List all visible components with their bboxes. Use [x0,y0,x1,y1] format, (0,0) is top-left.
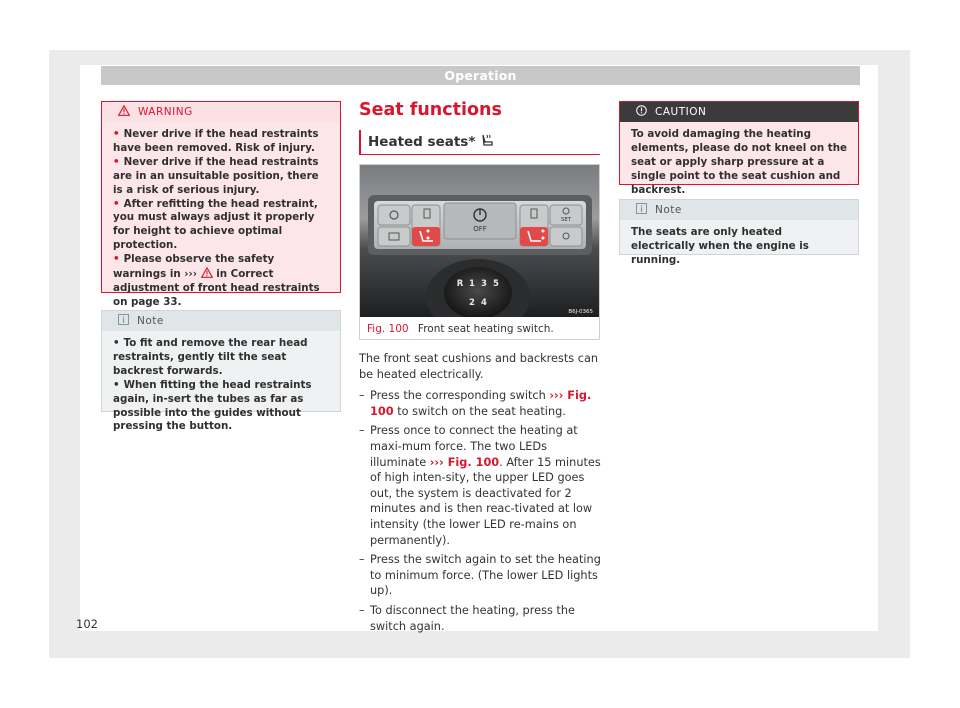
note-heading: Note [137,315,164,327]
step-text: Press once to connect the heating at maxi-mum force. The two LEDs illuminate [370,424,578,469]
caution-heading: CAUTION [655,106,707,118]
figure-label: Fig. 100 [367,323,409,335]
note-header [102,311,340,331]
subtitle-rule [359,154,600,155]
gear-label: 4 [481,298,487,308]
info-icon [636,203,647,217]
intro-paragraph: The front seat cushions and backrests can be heated electrically. [359,352,599,381]
figure-reference-link[interactable]: ››› Fig. 100 [429,455,500,469]
warning-triangle-icon [118,105,130,119]
list-item: • When fitting the head restraints again, in-sert the tubes as far as possible into the guides without pressing the button. [113,378,312,433]
figure-reference-link[interactable]: ››› Fig. 100 [370,389,592,418]
warning-item-text: Never drive if the head restraints are in an unsuitable position, there is a risk of serious injury. [113,155,319,196]
seat-heating-switch-figure [360,165,599,317]
warning-body [102,122,340,318]
list-item: • Please observe the safety warnings in ››› in Correct adjustment of front head restraints on page 33. [113,253,320,308]
set-label: SET [560,217,572,223]
step-text: Press the switch again to set the heating to minimum force. (The lower LED lights up). [370,553,601,598]
off-label: OFF [473,225,487,233]
note-heading: Note [655,204,682,216]
note-header [620,200,858,220]
warning-box [101,101,341,308]
list-item: • After refitting the head restraint, you must always adjust it properly for height to achieve optimal protection. [113,197,318,252]
note-item-text: When fitting the head restraints again, in-sert the tubes as far as possible into the guides without pressing the button. [113,378,312,433]
info-icon [118,314,129,328]
gear-label: R [456,279,464,289]
caution-header [620,102,858,122]
note-item-text: To fit and remove the rear head restraints, gently tilt the seat backrest forwards. [113,337,308,377]
gear-label: 3 [481,279,487,289]
section-title: Seat functions [359,100,502,120]
warning-heading: WARNING [138,106,193,118]
warning-item-text: Please observe the safety warnings in [113,253,275,281]
warning-item-text: Never drive if the head restraints have been removed. Risk of injury. [113,128,319,154]
step-text: Press the corresponding switch [370,389,546,403]
warning-header [102,102,340,122]
figure-caption [367,323,554,335]
gear-label: 2 [469,298,475,308]
list-item: – Press the corresponding switch ››› Fig. 100 to switch on the seat heating. [359,389,592,418]
list-item: – To disconnect the heating, press the switch again. [359,603,575,633]
note-body: The seats are only heated electrically when the engine is running. [631,226,809,266]
step-text: To disconnect the heating, press the switch again. [370,603,575,633]
page-header: Operation [101,66,860,85]
gear-label: 5 [493,279,499,289]
list-item: • Never drive if the head restraints have been removed. Risk of injury. [113,128,319,154]
list-item: – Press the switch again to set the heating to minimum force. (The lower LED lights up). [359,553,601,598]
note-box [101,310,341,433]
page-number: 102 [76,617,98,631]
warning-item-text: After refitting the head restraint, you must always adjust it properly for height to achieve optimal protection. [113,197,318,252]
step-text: . After 15 minutes of high inten-sity, the upper LED goes out, the system is deactivated for 2 minutes and is then reac-tivated at low intensity (the lower LED re-mains on permanently). [370,455,601,547]
warning-item-text: in Correct adjustment of front head restraints on page 33. [113,268,320,308]
note-body [102,331,340,442]
list-item: • Never drive if the head restraints are in an unsuitable position, there is a risk of serious injury. [113,155,319,196]
subtitle [368,134,494,150]
gear-label: 1 [469,279,475,289]
exclamation-circle-icon [636,105,647,119]
reference-arrow-icon: ››› [184,268,198,281]
step-text: to switch on the seat heating. [397,404,566,418]
seat-heating-icon [480,134,494,150]
caution-box [619,101,859,196]
note-box [619,199,859,266]
warning-triangle-icon[interactable] [201,268,213,280]
subtitle-text: Heated seats* [368,134,476,150]
subtitle-accent-bar [359,130,361,154]
figure-code: B6J-0365 [568,309,593,315]
figure-caption-text: Front seat heating switch. [417,323,554,335]
list-item: – Press once to connect the heating at maxi-mum force. The two LEDs illuminate ››› Fig. 100. After 15 minutes of high inten-sity, the upper LED goes out, the system is deactivated for 2 minutes and is then reac-tivated at low intensity (the lower LED re-mains on permanently). [359,424,601,547]
body-text [359,351,603,638]
caution-body: To avoid damaging the heating elements, please do not kneel on the seat or apply sharp pressure at a single point to the seat cushion and backrest. [631,128,848,196]
list-item: • To fit and remove the rear head restraints, gently tilt the seat backrest forwards. [113,337,308,377]
